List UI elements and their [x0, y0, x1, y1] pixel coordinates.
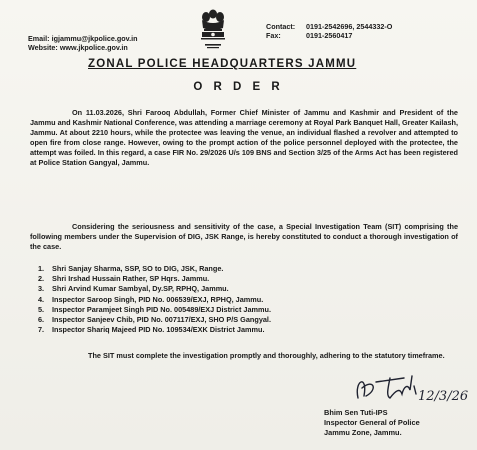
paragraph-incident: [30, 108, 458, 169]
list-item: 5. Inspector Paramjeet Singh PID No. 005489/EXJ District Jammu.: [38, 304, 271, 314]
closing-paragraph: The SIT must complete the investigation promptly and thoroughly, adhering to the statutory timeframe.: [88, 351, 445, 360]
contact-number: 0191-2542696, 2544332-O: [306, 22, 393, 31]
signer-designation: Inspector General of Police: [324, 418, 420, 427]
fax-label: Fax:: [266, 31, 281, 41]
paragraph-text: Considering the seriousness and sensitivity of the case, a Special Investigation Team (SIT) comprising the following members under the Supervision of DIG, JSK Range, is hereby constituted to conduct a thorough investigation of the case.: [30, 222, 458, 252]
contact-left: [28, 34, 138, 53]
signer-block: [324, 408, 420, 438]
email-label: Email:: [28, 34, 50, 43]
website-label: Website:: [28, 43, 58, 53]
list-item: 3. Shri Arvind Kumar Sambyal, Dy.SP, RPHQ, Jammu.: [38, 284, 229, 294]
list-item: 6. Inspector Sanjeev Chib, PID No. 007117/EXJ, SHO P/S Gangyal.: [38, 315, 271, 325]
contact-right: [266, 22, 392, 41]
signer-zone: Jammu Zone, Jammu.: [324, 428, 402, 437]
contact-label: Contact:: [266, 22, 296, 31]
office-heading: ZONAL POLICE HEADQUARTERS JAMMU: [88, 58, 357, 70]
list-item: 7. Inspector Shariq Majeed PID No. 109534/EXK District Jammu.: [38, 325, 265, 335]
fax-number: 0191-2560417: [306, 31, 353, 41]
paragraph-sit: [30, 222, 458, 252]
list-item: 1. Shri Sanjay Sharma, SSP, SO to DIG, JSK, Range.: [38, 264, 224, 273]
paragraph-text: On 11.03.2026, Shri Farooq Abdullah, Former Chief Minister of Jammu and Kashmir and President of the Jammu and Kashmir National Conference, was attending a marriage ceremony at Royal Park Banquet Hall, Greater Kailash, Jammu. At about 2210 hours, while the protectee was leaving the venue, an individual flashed a revolver and attempted to open fire from close range. However, owing to the prompt action of the police personnel deployed with the protectee, the attempt was foiled. In this regard, a case FIR No. 29/2026 U/s 109 BNS and Section 3/25 of the Arms Act has been registered at Police Station Gangyal, Jammu.: [30, 108, 458, 168]
list-item: 4. Inspector Saroop Singh, PID No. 006539/EXJ, RPHQ, Jammu.: [38, 294, 264, 304]
document-title: O R D E R: [193, 81, 284, 93]
state-emblem-icon: [196, 8, 230, 56]
signer-name: Bhim Sen Tuti-IPS: [324, 408, 388, 417]
list-item: 2. Shri Irshad Hussain Rather, SP Hqrs. Jammu.: [38, 274, 210, 284]
signature-date: 12/3/26: [418, 389, 468, 404]
website-url: www.jkpolice.gov.in: [59, 43, 128, 53]
sit-member-list: [38, 264, 271, 335]
email-address: igjammu@jkpolice.gov.in: [51, 34, 138, 43]
